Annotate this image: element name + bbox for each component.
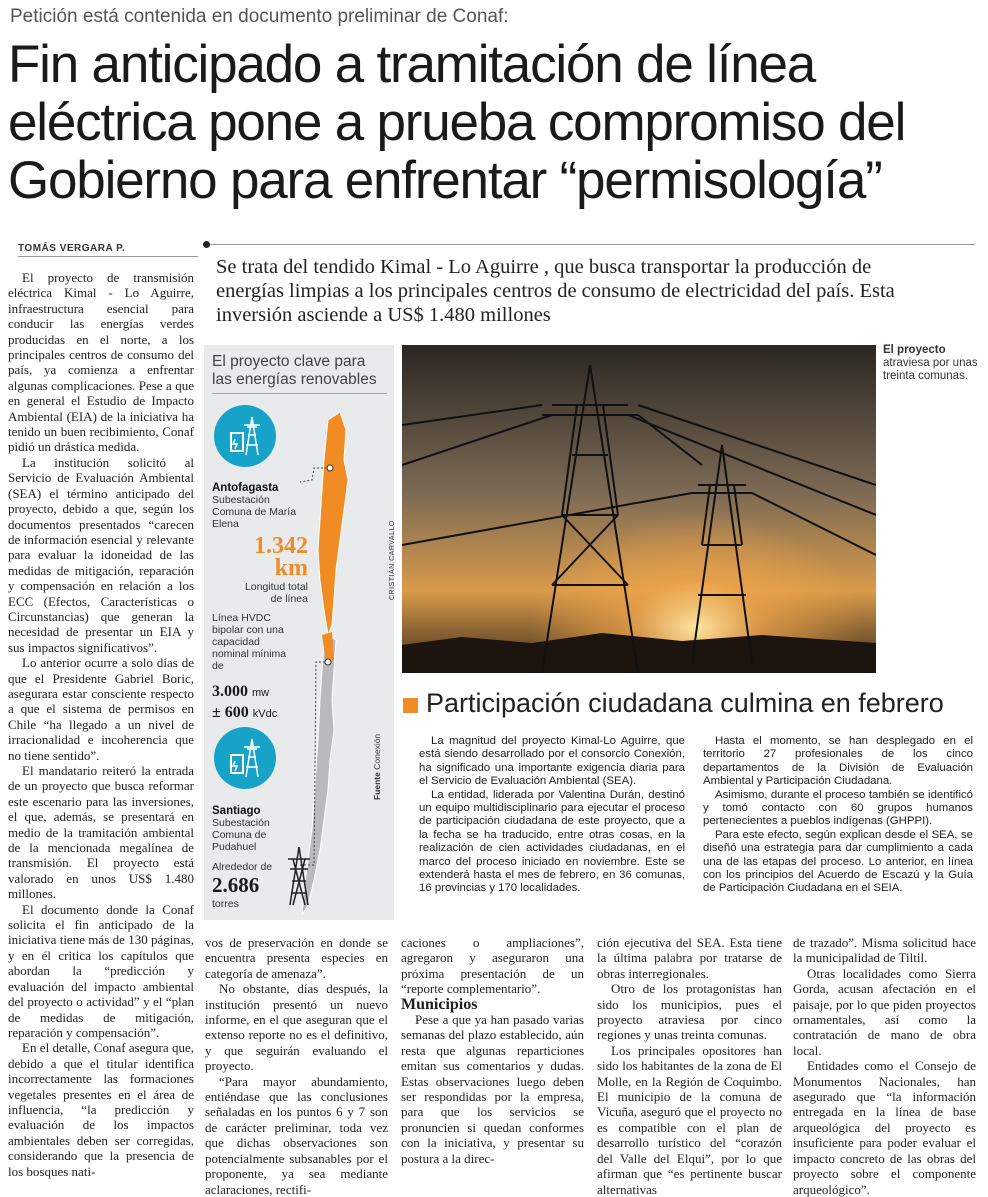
sidebar-column-2: [703, 735, 973, 896]
photo-scene: [402, 345, 876, 673]
body-column-4: [597, 935, 782, 1197]
paragraph: La magnitud del proyecto Kimal-Lo Aguirre, que está siendo desarrollado por el consorcio Conexión, ha significado una importante exigencia diaria para el Servicio de Evaluación Ambiental (SEA).: [419, 735, 685, 788]
hvdc-label: Línea HVDC bipolar con una capacidad nominal mínima de: [212, 612, 287, 672]
marker-antofagasta: [327, 465, 333, 471]
paragraph: La entidad, liderada por Valentina Durán, destinó un equipo multidisciplinario para ejecutar el proceso de participación ciudadana de este proyecto, que a la fecha se ha traducido, entre otras cosas, en la realización de cien actividades ciudadanas, en el marco del proceso iniciado en noviembre. Este se extenderá hasta el mes de febrero, en 36 comunas, 16 provincias y 170 localidades.: [419, 788, 685, 895]
paragraph: “Para mayor abundamiento, entiéndase que las conclusiones señaladas en los puntos 6 y 7 son de carácter preliminar, toda vez que dichas observaciones son potencialmente subsanables por el proponente, ya sea mediante aclaraciones, rectifi-: [205, 1073, 388, 1197]
north-city: Antofagasta: [212, 482, 279, 494]
subhead-municipios: Municipios: [401, 995, 478, 1013]
byline: TOMÁS VERGARA P.: [18, 243, 126, 254]
map-highlight-north: [318, 412, 348, 635]
infographic-title: El proyecto clave para las energías renovables: [212, 353, 377, 388]
paragraph: Pese a que ya han pasado varias semanas del plazo establecido, aún resta que algunas reparticiones emitan sus comentarios y dudas. Estas observaciones luego deben ser respondidas por la empresa, para que los servicios se pronuncien si quedan conformes con la iniciativa, y presentar su postura a la direc-: [401, 1012, 584, 1166]
power-lines-photo: [402, 345, 876, 673]
length-label: Longitud total de línea: [244, 581, 308, 605]
photo-credit: CRISTIÁN CARVALLO: [389, 520, 396, 600]
body-column-5: [793, 935, 976, 1197]
power-unit: mw: [252, 687, 270, 699]
paragraph: caciones o ampliaciones”, agregaron y aseguraron una próxima presentación de un “reporte complementario”.: [401, 935, 584, 997]
tower-outline-icon: [284, 845, 314, 907]
voltage-unit: kVdc: [252, 708, 278, 720]
chile-map: [294, 400, 374, 920]
body-column-2: [205, 935, 388, 1197]
marker-santiago: [325, 659, 331, 665]
headline: Fin anticipado a tramitación de línea eléctrica pone a prueba compromiso del Gobierno para enfrentar “permisología”: [8, 35, 906, 210]
length-unit: km: [274, 555, 308, 581]
paragraph: El documento donde la Conaf solicita el fin anticipado de la iniciativa tiene más de 130 páginas, y en él critica los capítulos que abordan la “predicción y evaluación del impacto ambiental del proyecto o actividad” y el “plan de medidas de mitigación, reparación y compensación”.: [8, 901, 194, 1040]
length-value: 1.342: [254, 533, 308, 559]
infographic-source: [372, 734, 382, 800]
body-column-1: [8, 270, 194, 1179]
sidebar-title: Participación ciudadana culmina en febrero: [426, 688, 944, 718]
length-figure: [250, 535, 308, 579]
towers-label: torres: [212, 898, 239, 910]
paragraph: de trazado”. Misma solicitud hace la municipalidad de Tiltil.: [793, 935, 976, 966]
dek-rule: [210, 244, 975, 245]
paragraph: Entidades como el Consejo de Monumentos Nacionales, han asegurado que “la información entregada en la línea de base arqueológica del proyecto es insuficiente para poder evaluar el impacto concreto de las obras del proyecto sobre el componente arqueológico”.: [793, 1058, 976, 1197]
paragraph: No obstante, días después, la institución presentó un nuevo informe, en el que aseguran que el extenso reporte no es el definitivo, y que seguirán evaluando el proyecto.: [205, 981, 388, 1074]
towers-prefix: Alrededor de: [212, 861, 273, 873]
voltage-value: ± 600: [212, 704, 249, 721]
paragraph: Otras localidades como Sierra Gorda, acusan afectación en el paisaje, por lo que piden proyectos ornamentales, así como la contratación de mano de obra local.: [793, 965, 976, 1058]
infographic: [204, 345, 394, 920]
sidebar-column-1: [419, 735, 685, 896]
caption-bold: El proyecto: [883, 344, 946, 356]
north-sub: Subestación Comuna de María Elena: [212, 494, 297, 530]
infographic-rule: [212, 393, 387, 394]
paragraph: La institución solicitó al Servicio de Evaluación Ambiental (SEA) el término anticipado del proyecto, debido a que, según los documentos presentados “carecen de información esencial y relevante para evaluar la idoneidad de las medidas de mitigación, reparación y compensación en relación a los ECC (Efectos, Características o Circunstancias) que generan la necesidad de presentar un EIA y sus impactos significativos”.: [8, 454, 194, 655]
paragraph: Otro de los protagonistas han sido los municipios, pues el proyecto atraviesa por cinco regiones y unas treinta comunas.: [597, 981, 782, 1043]
power-figure: [212, 682, 277, 724]
photo-caption: [883, 344, 981, 383]
towers-value: 2.686: [212, 873, 260, 897]
paragraph: En el detalle, Conaf asegura que, debido a que el titular identifica incorrectamente las formaciones vegetales presentes en el área de influencia, “la predicción y evaluación de los impactos ambientales deben ser corregidas, considerando que la presencia de los bosques nati-: [8, 1040, 194, 1179]
sidebar-bullet: [403, 698, 418, 713]
tower-icon-north: [214, 405, 276, 467]
body-column-3: [401, 935, 584, 1166]
paragraph: Para este efecto, según explican desde el SEA, se diseñó una estrategia para dar cumplimiento a cada una de las etapas del proceso. Lo anterior, en línea con los principios del Acuerdo de Escazú y la Guía de Participación Ciudadana en el SEIA.: [703, 828, 973, 895]
dek: Se trata del tendido Kimal - Lo Aguirre , que busca transportar la producción de energías limpias a los principales centros de consumo de electricidad del país. Esta inversión asciende a US$ 1.480 millones: [216, 256, 895, 326]
power-value: 3.000: [212, 683, 248, 700]
paragraph: El proyecto de transmisión eléctrica Kimal - Lo Aguirre, infraestructura esencial para conducir las energías verdes producidas en el norte, a los principales centros de consumo del país, ya comienza a enfrentar algunas complicaciones. Pese a que en general el Estudio de Impacto Ambiental (EIA) de la iniciativa ha tenido un buen recibimiento, Conaf pidió un drástica medida.: [8, 270, 194, 455]
paragraph: vos de preservación en donde se encuentra presenta especies en categoría de amenaza”.: [205, 935, 388, 981]
source-name: Conexión: [372, 733, 382, 770]
dek-bullet: [203, 241, 210, 248]
source-label: Fuente: [372, 772, 382, 800]
paragraph: Hasta el momento, se han desplegado en el territorio 27 profesionales de los cinco departamentos de la División de Evaluación Ambiental y Participación Ciudadana.: [703, 735, 973, 788]
paragraph: Lo anterior ocurre a solo días de que el Presidente Gabriel Boric, asegurara estar consciente respecto a que el sistema de permisos en Chile “ha llegado a un nivel de irracionalidad e incoherencia que no tiene sentido”.: [8, 655, 194, 763]
paragraph: Los principales opositores han sido los habitantes de la zona de El Molle, en la Región de Coquimbo. El municipio de la comuna de Vicuña, aseguró que el proyecto no es compatible con el plan de desarrollo turístico del “corazón del Valle del Elqui”, por lo que afirman que “es pertinente buscar alternativas: [597, 1042, 782, 1197]
byline-rule: [18, 256, 198, 257]
tower-icon-south: [214, 727, 276, 789]
paragraph: ción ejecutiva del SEA. Esta tiene la última palabra por tratarse de obras interregionales.: [597, 935, 782, 981]
label-antofagasta: [212, 482, 302, 530]
kicker: Petición está contenida en documento preliminar de Conaf:: [10, 6, 509, 27]
south-city: Santiago: [212, 805, 261, 817]
paragraph: El mandatario reiteró la entrada de un proyecto que busca reformar este escenario para las inversiones, el que, además, se presentará en medio de la tramitación ambiental de la mencionada megalínea de transmisión. El proyecto está valorado en unos US$ 1.480 millones.: [8, 763, 194, 902]
south-sub: Subestación Comuna de Pudahuel: [212, 817, 270, 853]
caption-text: atraviesa por unas treinta comunas.: [883, 357, 978, 382]
paragraph: Asimismo, durante el proceso también se identificó y tomó contacto con 60 grupos humanos pertenecientes a pueblos indígenas (GHPPI).: [703, 788, 973, 828]
